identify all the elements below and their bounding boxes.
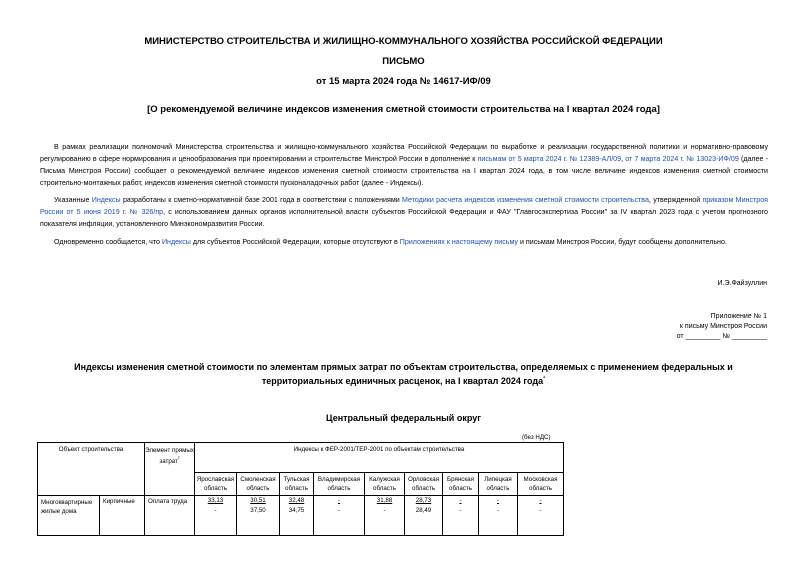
footnote-marker[interactable]: ¹ (543, 376, 546, 382)
appendix-title: Индексы изменения сметной стоимости по элементам прямых затрат по объектам строительства, определяемых с применением федеральных и территориальных единичных расценок, на I квартал 2024 года$^{^1}$ (74, 362, 733, 386)
link-methodology[interactable]: Методики расчета индексов изменения сметной стоимости строительства (402, 196, 649, 204)
index-cell: - - (314, 496, 365, 536)
link-letter-13023[interactable]: от 7 марта 2024 г. № 13023-ИФ/09 (625, 155, 739, 163)
indices-table (37, 442, 564, 536)
region-header: Московская область (518, 473, 564, 496)
document-type: ПИСЬМО (382, 56, 425, 67)
index-cell: 31,88 - (365, 496, 405, 536)
document-date-number: от 15 марта 2024 года № 14617-ИФ/09 (316, 76, 491, 87)
object-material: Кирпичные (100, 496, 145, 536)
index-cell: - - (518, 496, 564, 536)
region-header: Смоленская область (237, 473, 280, 496)
appendix-from-number: от _________ № _________ (676, 333, 767, 340)
element-name: Оплата труда (145, 496, 195, 536)
appendix-to-letter: к письму Минстроя России (679, 323, 767, 330)
link-appendices[interactable]: Приложениях к настоящему письму (399, 238, 518, 246)
region-header: Брянская область (443, 473, 479, 496)
index-cell: 33,13 - (195, 496, 237, 536)
index-cell: 32,48 34,75 (280, 496, 314, 536)
link-indices-2[interactable]: Индексы (161, 238, 191, 246)
table-row (38, 496, 564, 536)
paragraph-2: Указанные Индексы разработаны к сметно-нормативной базе 2001 года в соответствии с положениями Методики расчета индексов изменения сметной стоимости строительства, утвержденной приказом Минстроя России от 5 июня 2019 г. № 326/пр, с использованием данных органов исполнительной власти субъектов Российской Федерации и ФАУ "Главгосэкспертиза России" за IV квартал 2023 года с учетом прогнозного показателя инфляции, установленного Минэкономразвития России. (40, 196, 768, 228)
header-element: Элемент прямых затрат$^{^2}$ (145, 443, 195, 496)
region-header: Ярославская область (195, 473, 237, 496)
region-header: Владимирская область (314, 473, 365, 496)
ministry-name: МИНИСТЕРСТВО СТРОИТЕЛЬСТВА И ЖИЛИЩНО-КОММУНАЛЬНОГО ХОЗЯЙСТВА РОССИЙСКОЙ ФЕДЕРАЦИИ (144, 36, 663, 47)
region-header: Орловская область (405, 473, 443, 496)
vat-note: (без НДС) (522, 434, 551, 441)
paragraph-1: В рамках реализации полномочий Министерства строительства и жилищно-коммунального хозяйства Российской Федерации по выработке и реализации государственной политики и нормативно-правовому регулированию в сфере нормирования и ценообразования при проектировании и строительстве Минстрой России в дополнение к письмам от 5 марта 2024 г. № 12389-АЛ/09, от 7 марта 2024 г. № 13023-ИФ/09 (далее - Письма Минстроя России) сообщает о рекомендуемой величине индексов изменения сметной стоимости строительства на I квартал 2024 года, в том числе величине индексов изменения сметной стоимости строительно-монтажных работ, индексов изменения сметной стоимости пусконаладочных работ (далее - Индексы). (40, 143, 768, 187)
federal-district: Центральный федеральный округ (326, 413, 481, 423)
link-letter-12389[interactable]: письмам от 5 марта 2024 г. № 12389-АЛ/09 (477, 155, 622, 163)
link-order-326[interactable]: приказом Минстроя России от 5 июня 2019 г. № 326/пр (40, 196, 768, 216)
signature: И.Э.Файзуллин (717, 280, 767, 287)
region-header: Липецкая область (479, 473, 518, 496)
header-object: Объект строительства (38, 443, 145, 496)
link-indices[interactable]: Индексы (91, 196, 121, 204)
paragraph-1-text: В рамках реализации полномочий Министерства строительства и жилищно-коммунального хозяйства Российской Федерации по выработке и реализации государственной политики и нормативно-правовому регулированию в сфере нормирования и ценообразования при проектировании и строительстве Минстрой России в дополнение к (40, 143, 768, 163)
index-cell: - - (479, 496, 518, 536)
region-header: Тульская область (280, 473, 314, 496)
object-name: Многоквартирные жилые дома (38, 496, 100, 536)
appendix-label: Приложение № 1 (710, 313, 767, 320)
header-indices: Индексы к ФЕР-2001/ТЕР-2001 по объектам строительства (195, 443, 564, 473)
index-cell: 28,73 28,49 (405, 496, 443, 536)
region-header: Калужская область (365, 473, 405, 496)
index-cell: 30,51 37,50 (237, 496, 280, 536)
paragraph-3: Одновременно сообщается, что Индексы для субъектов Российской Федерации, которые отсутствуют в Приложениях к настоящему письму и письмам Минстроя России, будут сообщены дополнительно. (54, 238, 727, 246)
index-cell: - - (443, 496, 479, 536)
document-subject: [О рекомендуемой величине индексов изменения сметной стоимости строительства на I квартал 2024 года] (147, 104, 660, 115)
